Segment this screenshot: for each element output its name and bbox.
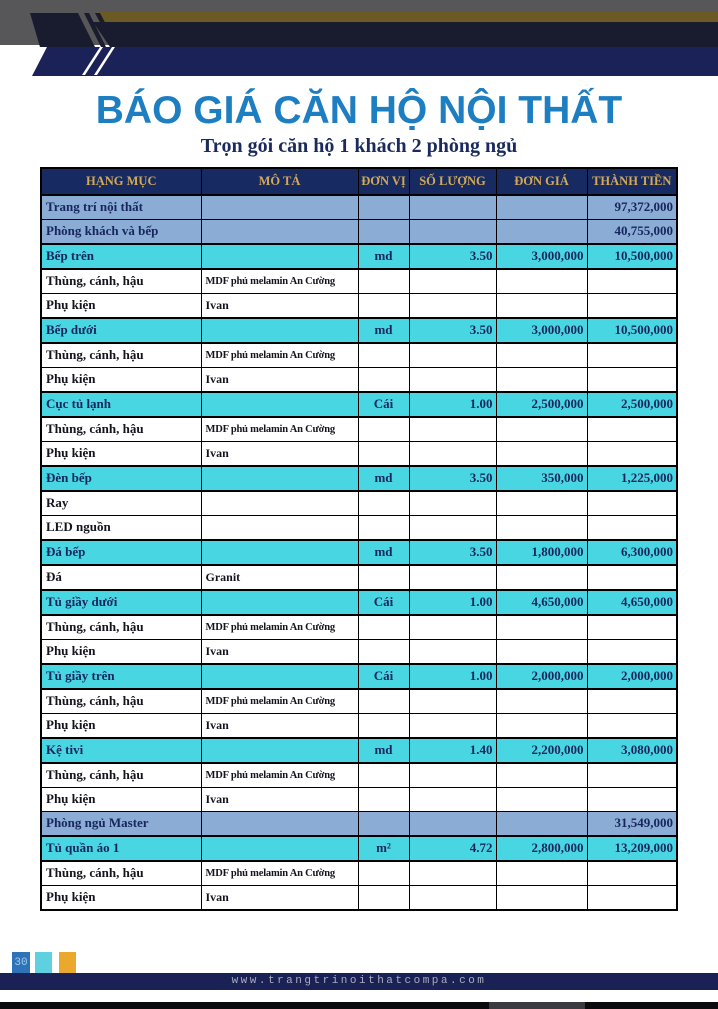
table-header-row (41, 168, 677, 195)
table-cell: md (358, 738, 409, 763)
table-cell: 40,755,000 (587, 219, 677, 244)
table-row (41, 417, 677, 442)
table-cell: Ivan (201, 367, 358, 392)
table-cell: Bếp dưới (41, 318, 201, 343)
table-cell (496, 515, 587, 540)
gold-stripe (97, 12, 718, 22)
table-cell: MDF phủ melamin An Cường (201, 269, 358, 294)
table-cell: Phụ kiện (41, 787, 201, 811)
table-cell (496, 811, 587, 836)
table-cell (409, 713, 496, 738)
table-cell: 2,200,000 (496, 738, 587, 763)
table-cell (409, 441, 496, 466)
table-cell: MDF phủ melamin An Cường (201, 689, 358, 714)
table-row (41, 466, 677, 491)
table-cell (201, 540, 358, 565)
table-cell (496, 639, 587, 664)
table-cell: 1.00 (409, 590, 496, 615)
table-row (41, 639, 677, 664)
table-cell (201, 219, 358, 244)
table-cell (358, 367, 409, 392)
table-row (41, 664, 677, 689)
table-cell (587, 367, 677, 392)
table-cell: 3.50 (409, 318, 496, 343)
table-cell: 10,500,000 (587, 244, 677, 269)
footer-url-bar (0, 973, 718, 990)
table-cell (358, 763, 409, 788)
table-cell: Tủ giầy trên (41, 664, 201, 689)
table-cell (496, 787, 587, 811)
table-cell (496, 293, 587, 318)
table-row (41, 787, 677, 811)
table-cell: 1.40 (409, 738, 496, 763)
table-cell (409, 861, 496, 886)
table-cell: Thùng, cánh, hậu (41, 689, 201, 714)
table-cell (201, 318, 358, 343)
table-cell (358, 861, 409, 886)
bottom-bar-segment (489, 1002, 585, 1009)
table-cell (358, 565, 409, 590)
table-cell: md (358, 244, 409, 269)
table-cell: Kệ tivi (41, 738, 201, 763)
table-cell: 2,500,000 (496, 392, 587, 417)
table-cell (201, 515, 358, 540)
table-cell (358, 195, 409, 220)
table-cell: 3.50 (409, 244, 496, 269)
table-cell (496, 689, 587, 714)
table-cell (496, 491, 587, 516)
table-cell: Thùng, cánh, hậu (41, 615, 201, 640)
table-row (41, 293, 677, 318)
table-cell (358, 639, 409, 664)
table-cell: Trang trí nội thất (41, 195, 201, 220)
table-cell (358, 219, 409, 244)
table-cell (496, 565, 587, 590)
table-cell: 3,000,000 (496, 244, 587, 269)
table-cell: Ivan (201, 639, 358, 664)
table-cell (409, 565, 496, 590)
table-cell: 97,372,000 (587, 195, 677, 220)
table-cell (358, 269, 409, 294)
table-cell: Tủ giầy dưới (41, 590, 201, 615)
table-cell: Cục tủ lạnh (41, 392, 201, 417)
table-cell (201, 836, 358, 861)
table-cell (409, 615, 496, 640)
table-cell (358, 293, 409, 318)
table-cell (496, 343, 587, 368)
table-row (41, 885, 677, 910)
table-row (41, 811, 677, 836)
table-cell: Phòng khách và bếp (41, 219, 201, 244)
column-header: MÔ TẢ (201, 168, 358, 195)
table-cell: Phụ kiện (41, 885, 201, 910)
table-row (41, 441, 677, 466)
table-cell (358, 885, 409, 910)
table-row (41, 590, 677, 615)
table-cell: 1,225,000 (587, 466, 677, 491)
table-cell (409, 515, 496, 540)
table-cell: Cái (358, 392, 409, 417)
table-row (41, 540, 677, 565)
table-cell (587, 615, 677, 640)
table-cell: md (358, 318, 409, 343)
table-row (41, 738, 677, 763)
table-cell: Ivan (201, 885, 358, 910)
column-header: ĐƠN VỊ (358, 168, 409, 195)
table-cell: md (358, 466, 409, 491)
page-title: BÁO GIÁ CĂN HỘ NỘI THẤT (95, 89, 623, 132)
table-row (41, 515, 677, 540)
table-cell (587, 689, 677, 714)
table-cell (587, 417, 677, 442)
table-cell (409, 417, 496, 442)
table-row (41, 392, 677, 417)
table-cell (587, 565, 677, 590)
table-cell (496, 417, 587, 442)
footer-cyan-square (35, 952, 52, 974)
table-cell: 2,800,000 (496, 836, 587, 861)
table-cell (409, 491, 496, 516)
table-cell (496, 861, 587, 886)
column-header: THÀNH TIỀN (587, 168, 677, 195)
table-cell (358, 713, 409, 738)
table-row (41, 615, 677, 640)
table-row (41, 861, 677, 886)
table-cell: 13,209,000 (587, 836, 677, 861)
column-header: SỐ LƯỢNG (409, 168, 496, 195)
table-cell (201, 392, 358, 417)
table-cell: Phụ kiện (41, 293, 201, 318)
table-cell: Ivan (201, 293, 358, 318)
table-cell (358, 515, 409, 540)
table-cell (496, 615, 587, 640)
table-cell (587, 269, 677, 294)
table-cell: 350,000 (496, 466, 587, 491)
table-cell (201, 466, 358, 491)
table-cell (358, 689, 409, 714)
table-cell (358, 343, 409, 368)
table-cell (409, 811, 496, 836)
table-row (41, 244, 677, 269)
table-cell (587, 885, 677, 910)
table-cell: MDF phủ melamin An Cường (201, 763, 358, 788)
table-cell (409, 195, 496, 220)
table-cell: Ivan (201, 441, 358, 466)
table-cell (496, 195, 587, 220)
table-row (41, 763, 677, 788)
table-cell (587, 491, 677, 516)
table-cell (496, 885, 587, 910)
quotation-table (40, 167, 678, 911)
table-cell (201, 590, 358, 615)
table-cell: MDF phủ melamin An Cường (201, 615, 358, 640)
table-cell: md (358, 540, 409, 565)
table-cell: 4,650,000 (587, 590, 677, 615)
table-cell: 3.50 (409, 540, 496, 565)
table-cell: Thùng, cánh, hậu (41, 861, 201, 886)
table-cell: 1,800,000 (496, 540, 587, 565)
table-cell (358, 787, 409, 811)
table-cell: Bếp trên (41, 244, 201, 269)
table-cell (409, 219, 496, 244)
table-cell: Thùng, cánh, hậu (41, 343, 201, 368)
table-cell (201, 811, 358, 836)
table-cell (409, 269, 496, 294)
table-row (41, 219, 677, 244)
table-cell: Granit (201, 565, 358, 590)
table-cell (358, 811, 409, 836)
table-cell: MDF phủ melamin An Cường (201, 417, 358, 442)
table-cell: Đèn bếp (41, 466, 201, 491)
table-cell: Đá bếp (41, 540, 201, 565)
table-cell: 2,500,000 (587, 392, 677, 417)
table-cell (358, 615, 409, 640)
table-cell: Phụ kiện (41, 367, 201, 392)
table-cell: 3,080,000 (587, 738, 677, 763)
column-header: HẠNG MỤC (41, 168, 201, 195)
table-cell: Cái (358, 590, 409, 615)
table-cell: Ray (41, 491, 201, 516)
table-cell (587, 343, 677, 368)
table-row (41, 367, 677, 392)
table-cell: 2,000,000 (496, 664, 587, 689)
table-cell (587, 515, 677, 540)
table-cell (201, 195, 358, 220)
table-cell: 3.50 (409, 466, 496, 491)
table-cell (358, 417, 409, 442)
table-row (41, 491, 677, 516)
table-cell: 1.00 (409, 392, 496, 417)
table-row (41, 689, 677, 714)
table-cell (587, 293, 677, 318)
table-row (41, 565, 677, 590)
table-cell (201, 738, 358, 763)
table-cell (587, 639, 677, 664)
table-cell: 4.72 (409, 836, 496, 861)
table-cell: 10,500,000 (587, 318, 677, 343)
table-cell (496, 269, 587, 294)
bottom-bar (0, 1002, 718, 1009)
table-cell: Đá (41, 565, 201, 590)
table-cell: 1.00 (409, 664, 496, 689)
table-cell (201, 491, 358, 516)
table-cell: 6,300,000 (587, 540, 677, 565)
table-cell: 4,650,000 (496, 590, 587, 615)
table-cell: Thùng, cánh, hậu (41, 269, 201, 294)
footer-gold-square (59, 952, 76, 974)
table-cell: m² (358, 836, 409, 861)
table-cell: Tủ quần áo 1 (41, 836, 201, 861)
table-row (41, 836, 677, 861)
page-number-badge: 30 (12, 952, 30, 974)
table-cell (587, 861, 677, 886)
table-cell: Ivan (201, 787, 358, 811)
table-cell: Cái (358, 664, 409, 689)
table-row (41, 343, 677, 368)
table-cell (587, 787, 677, 811)
table-cell: Ivan (201, 713, 358, 738)
website-url: www.trangtrinoithatcompa.com (231, 975, 487, 987)
table-cell: MDF phủ melamin An Cường (201, 861, 358, 886)
table-cell: Thùng, cánh, hậu (41, 417, 201, 442)
table-cell (409, 763, 496, 788)
table-cell (358, 441, 409, 466)
table-cell: 31,549,000 (587, 811, 677, 836)
table-cell (496, 441, 587, 466)
table-body (41, 195, 677, 910)
table-cell: Phòng ngủ Master (41, 811, 201, 836)
table-row (41, 713, 677, 738)
page-subtitle: Trọn gói căn hộ 1 khách 2 phòng ngủ (200, 134, 518, 157)
table-cell: Phụ kiện (41, 441, 201, 466)
table-cell (496, 367, 587, 392)
table-row (41, 269, 677, 294)
table-cell: 3,000,000 (496, 318, 587, 343)
table-cell: Thùng, cánh, hậu (41, 763, 201, 788)
table-cell (201, 664, 358, 689)
table-cell (587, 713, 677, 738)
table-cell: 2,000,000 (587, 664, 677, 689)
table-cell (409, 639, 496, 664)
table-cell: Phụ kiện (41, 639, 201, 664)
table-cell (409, 885, 496, 910)
table-cell (409, 689, 496, 714)
table-cell (587, 441, 677, 466)
navy-header-band (0, 47, 718, 76)
table-row (41, 318, 677, 343)
table-cell: MDF phủ melamin An Cường (201, 343, 358, 368)
column-header: ĐƠN GIÁ (496, 168, 587, 195)
table-cell (409, 367, 496, 392)
table-cell (201, 244, 358, 269)
table-cell (496, 763, 587, 788)
table-cell: Phụ kiện (41, 713, 201, 738)
table-cell (496, 219, 587, 244)
table-cell (587, 763, 677, 788)
table-cell (409, 343, 496, 368)
dark-header-band (93, 22, 718, 47)
table-cell (409, 787, 496, 811)
table-row (41, 195, 677, 220)
table-cell: LED nguồn (41, 515, 201, 540)
table-cell (358, 491, 409, 516)
table-cell (409, 293, 496, 318)
table-cell (496, 713, 587, 738)
